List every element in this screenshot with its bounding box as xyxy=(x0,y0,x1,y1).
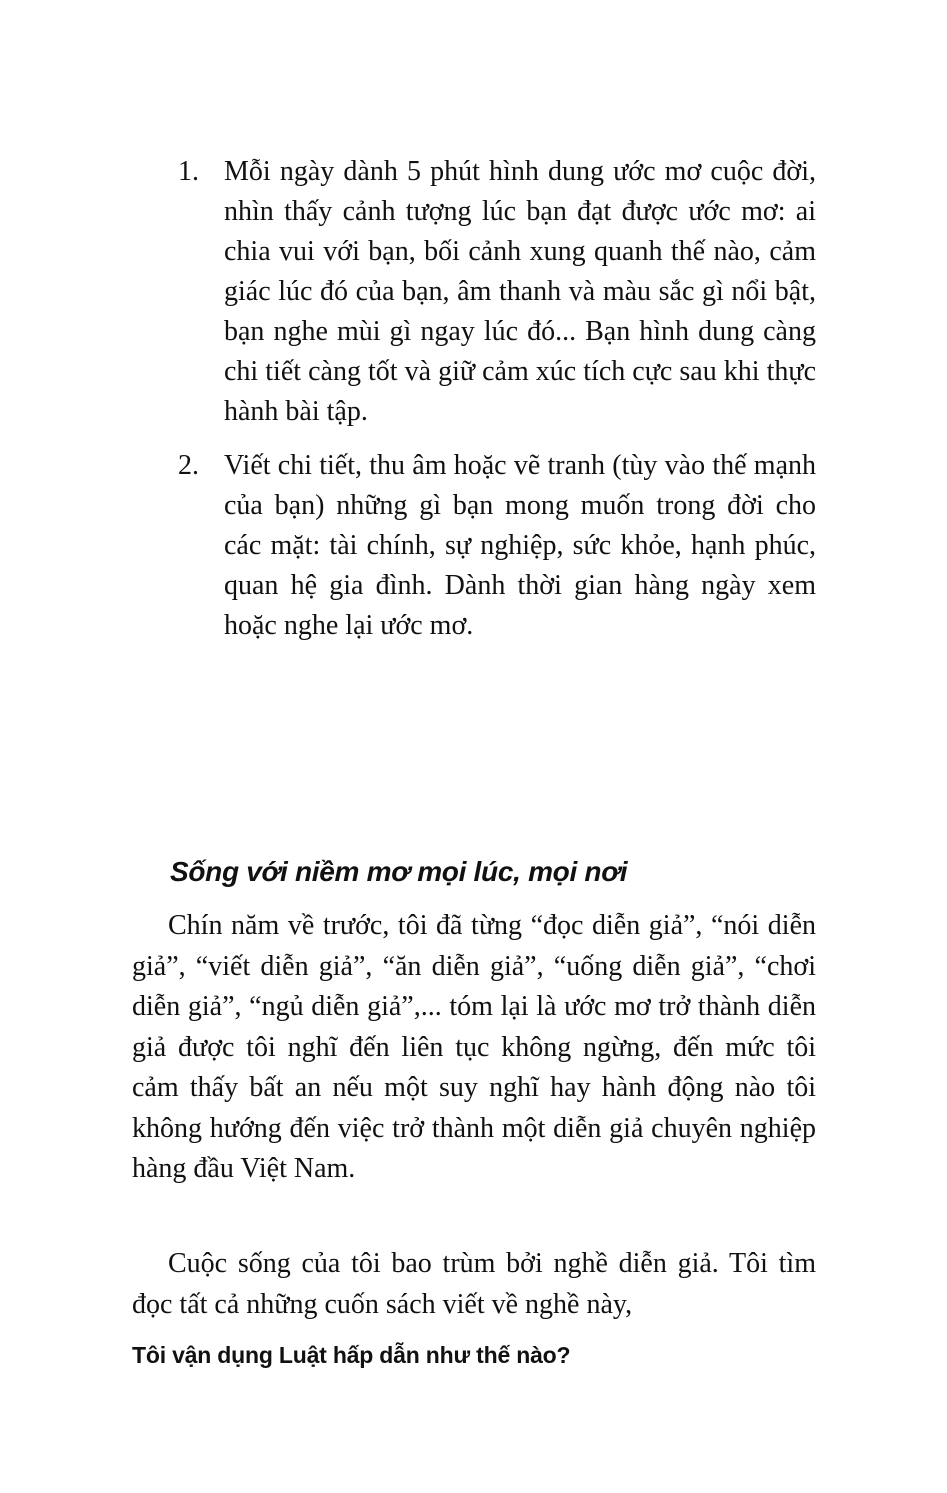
section-heading: Sống với niềm mơ mọi lúc, mọi nơi xyxy=(170,856,628,887)
running-footer-book-title: Tôi vận dụng Luật hấp dẫn như thế nào? xyxy=(132,1342,571,1368)
list-item-text: Viết chi tiết, thu âm hoặc vẽ tranh (tùy vào thế mạnh của bạn) những gì bạn mong muốn trong đời cho các mặt: tài chính, sự nghiệp, sức khỏe, hạnh phúc, quan hệ gia đình. Dành thời gian hàng ngày xem hoặc nghe lại ước mơ. xyxy=(224,450,816,641)
list-item-number: 2. xyxy=(178,450,199,481)
list-item-number: 1. xyxy=(178,156,199,187)
list-item-text: Mỗi ngày dành 5 phút hình dung ước mơ cuộc đời, nhìn thấy cảnh tượng lúc bạn đạt được ước mơ: ai chia vui với bạn, bối cảnh xung quanh thế nào, cảm giác lúc đó của bạn, âm thanh và màu sắc gì nổi bật, bạn nghe mùi gì ngay lúc đó... Bạn hình dung càng chi tiết càng tốt và giữ cảm xúc tích cực sau khi thực hành bài tập. xyxy=(224,156,816,427)
list-item xyxy=(170,446,816,646)
body-paragraph: Cuộc sống của tôi bao trùm bởi nghề diễn giả. Tôi tìm đọc tất cả những cuốn sách viết về nghề này, xyxy=(132,1248,816,1320)
body-paragraph: Chín năm về trước, tôi đã từng “đọc diễn giả”, “nói diễn giả”, “viết diễn giả”, “ăn diễn giả”, “uống diễn giả”, “chơi diễn giả”, “ngủ diễn giả”,... tóm lại là ước mơ trở thành diễn giả được tôi nghĩ đến liên tục không ngừng, đến mức tôi cảm thấy bất an nếu một suy nghĩ hay hành động nào tôi không hướng đến việc trở thành một diễn giả chuyên nghiệp hàng đầu Việt Nam. xyxy=(132,910,816,1184)
exercise-list xyxy=(170,152,816,660)
list-item xyxy=(170,152,816,432)
